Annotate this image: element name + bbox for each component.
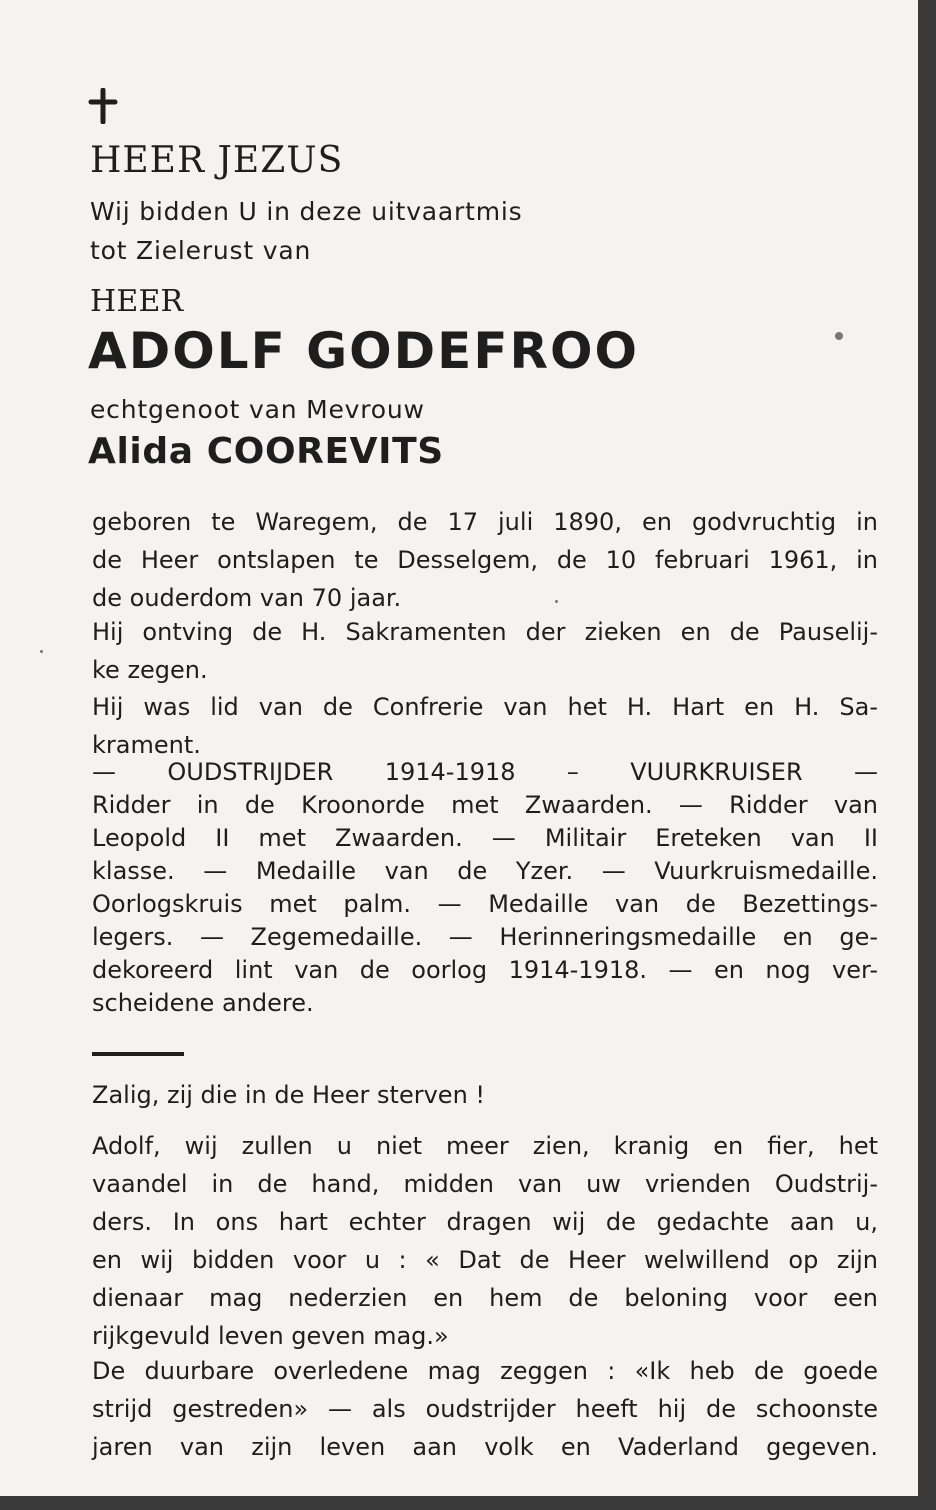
scan-border-bottom <box>0 1496 936 1510</box>
text-line: krament. <box>92 731 201 759</box>
text-line: scheidene andere. <box>92 989 314 1017</box>
prayer-line: Wij bidden U in deze uitvaartmis <box>90 197 523 226</box>
sacraments-paragraph <box>92 613 878 689</box>
text-line: legers. — Zegemedaille. — Herinneringsmedaille en ge- <box>92 923 878 951</box>
text-line: dienaar mag nederzien en hem de beloning voor een <box>92 1284 878 1312</box>
text-line: de ouderdom van 70 jaar. <box>92 584 402 612</box>
text-line: de Heer ontslapen te Desselgem, de 10 februari 1961, in <box>92 546 878 574</box>
tribute-paragraph <box>92 1127 878 1355</box>
confrerie-paragraph <box>92 688 878 764</box>
text-line: Ridder in de Kroonorde met Zwaarden. — Ridder van <box>92 791 878 819</box>
honours-heading: — OUDSTRIJDER 1914-1918 – VUURKRUISER — <box>92 758 878 786</box>
text-line: Oorlogskruis met palm. — Medaille van de Bezettings- <box>92 890 878 918</box>
honours-paragraph <box>92 756 878 1020</box>
text-line: ke zegen. <box>92 656 208 684</box>
text-line: rijkgevuld leven geven mag.» <box>92 1322 449 1350</box>
text-line: strijd gestreden» — als oudstrijder heeft hij de schoonste <box>92 1395 878 1423</box>
deceased-name: ADOLF GODEFROO <box>88 322 639 380</box>
text-line: dekoreerd lint van de oorlog 1914-1918. — en nog ver- <box>92 956 878 984</box>
paper-speck <box>835 332 843 340</box>
text-line: Hij was lid van de Confrerie van het H. Hart en H. Sa- <box>92 693 878 721</box>
text-line: Adolf, wij zullen u niet meer zien, kranig en fier, het <box>92 1132 878 1160</box>
text-line: en wij bidden voor u : « Dat de Heer welwillend op zijn <box>92 1246 878 1274</box>
honorific-title: HEER <box>90 284 184 319</box>
text-line: jaren van zijn leven aan volk en Vaderland gegeven. <box>92 1433 878 1461</box>
closing-paragraph <box>92 1352 878 1466</box>
beatitude-paragraph <box>92 1076 878 1114</box>
paper-speck <box>40 650 43 653</box>
text-line: vaandel in de hand, midden van uw vrienden Oudstrij- <box>92 1170 878 1198</box>
paper-speck <box>555 600 558 603</box>
text-line: geboren te Waregem, de 17 juli 1890, en godvruchtig in <box>92 508 878 536</box>
scan-border-right <box>918 0 936 1510</box>
text-line: Leopold II met Zwaarden. — Militair Ereteken van II <box>92 824 878 852</box>
spouse-name: Alida COOREVITS <box>88 431 444 472</box>
beatitude-line: Zalig, zij die in de Heer sterven ! <box>92 1081 486 1109</box>
invocation-heading: HEER JEZUS <box>90 140 344 181</box>
text-line: ders. In ons hart echter dragen wij de gedachte aan u, <box>92 1208 878 1236</box>
section-divider <box>92 1052 184 1056</box>
spouse-intro: echtgenoot van Mevrouw <box>90 395 425 424</box>
text-line: De duurbare overledene mag zeggen : «Ik heb de goede <box>92 1357 878 1385</box>
prayer-line: tot Zielerust van <box>90 236 312 265</box>
birth-death-paragraph <box>92 503 878 617</box>
text-line: Hij ontving de H. Sakramenten der zieken en de Pauselij- <box>92 618 878 646</box>
text-line: klasse. — Medaille van de Yzer. — Vuurkruismedaille. <box>92 857 878 885</box>
cross-icon <box>88 88 118 124</box>
